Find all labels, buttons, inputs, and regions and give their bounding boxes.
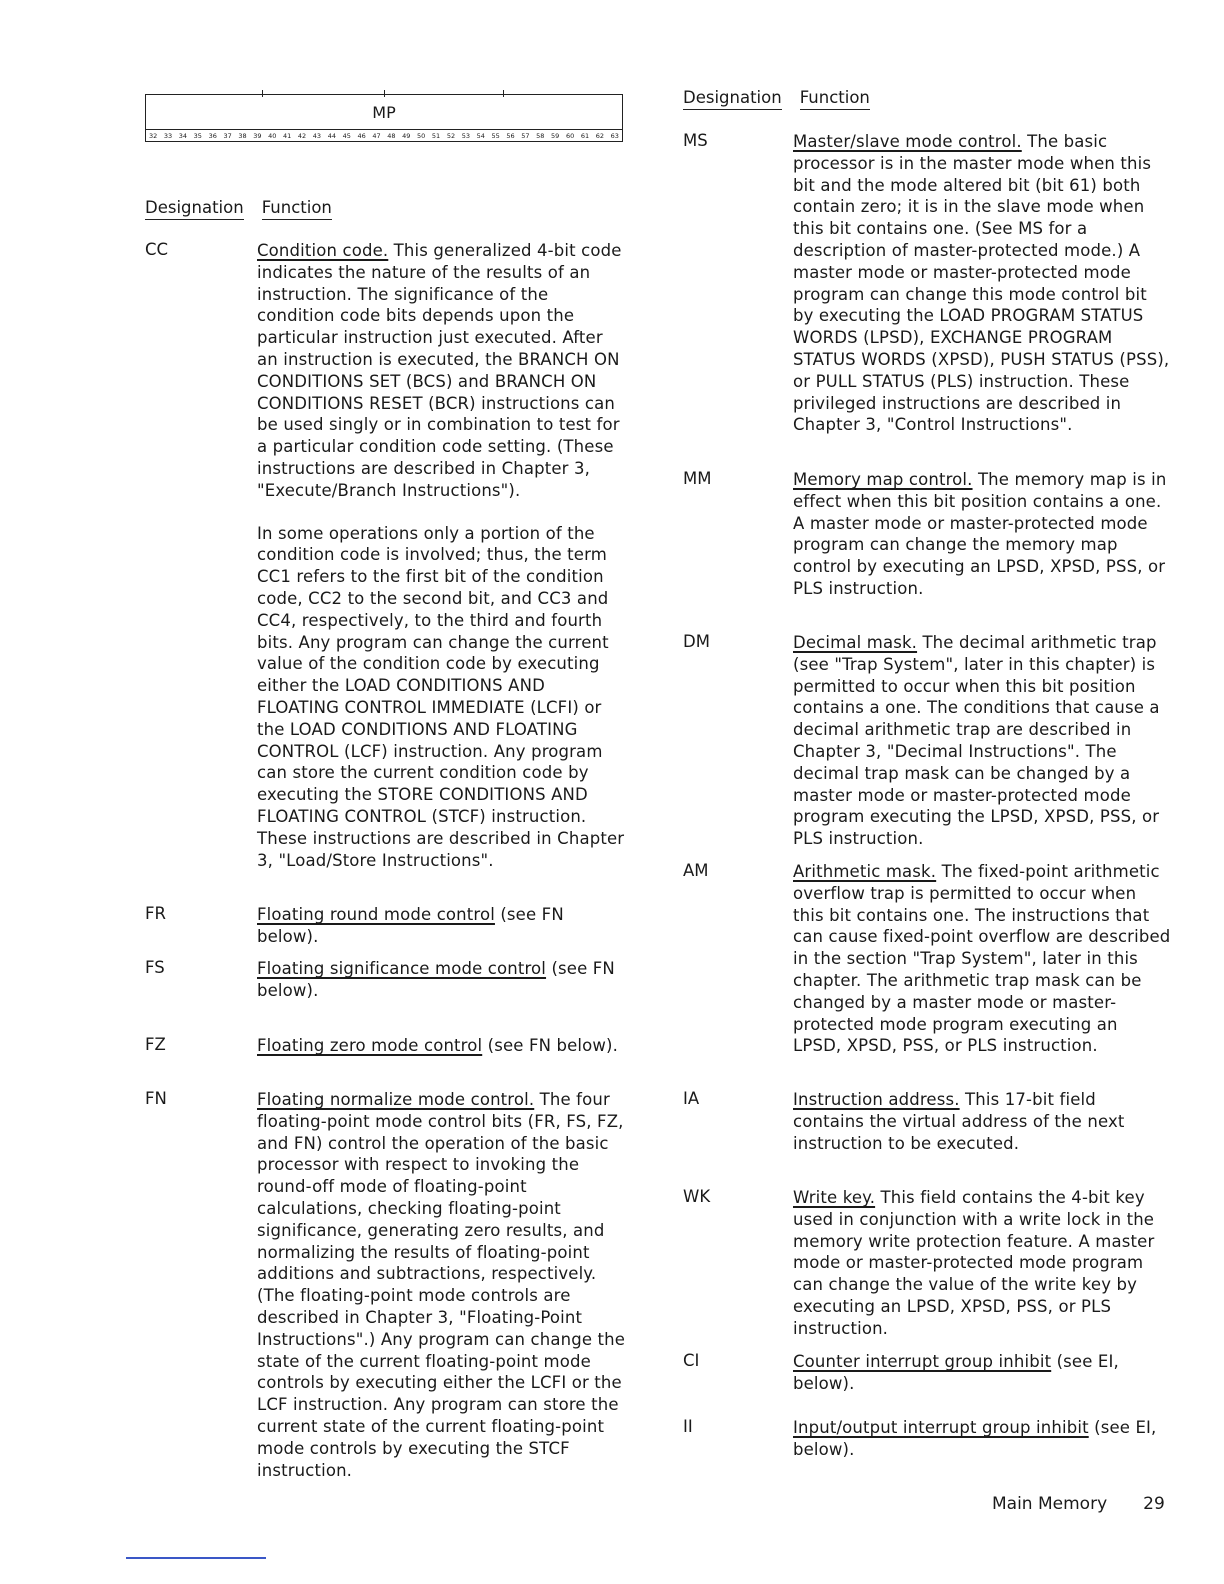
right-header	[683, 88, 870, 110]
designation-code: MS	[683, 131, 708, 150]
function-text: This field contains the 4-bit key used in conjunction with a write lock in the memory write protection feature. A master mode or master-protected mode program can change the value of the write key by executing an LPSD, XPSD, PSS, or PLS instruction.	[793, 1188, 1155, 1338]
designation-heading: Designation	[683, 88, 782, 110]
designation-code: MM	[683, 469, 712, 488]
bit-number: 42	[297, 131, 307, 140]
bit-number: 44	[327, 131, 336, 140]
page-footer	[992, 1494, 1165, 1514]
bit-number: 59	[551, 131, 560, 140]
function-term: Arithmetic mask.	[793, 862, 937, 881]
bit-number: 56	[506, 131, 515, 140]
bit-number: 43	[312, 131, 322, 140]
function-text: The memory map is in effect when this bit position contains a one. A master mode or master-protected mode program can change the memory map control by executing an LPSD, XPSD, PSS, or PLS instruction.	[793, 470, 1167, 598]
function-text: This 17-bit field contains the virtual address of the next instruction to be executed.	[793, 1090, 1125, 1153]
bit-number: 52	[446, 131, 456, 140]
bit-number: 49	[402, 131, 411, 140]
designation-code: II	[683, 1417, 693, 1436]
function-term: Decimal mask.	[793, 633, 918, 652]
function-term: Write key.	[793, 1188, 876, 1207]
function-text: (see FN below).	[257, 905, 564, 946]
bit-number-row	[145, 129, 623, 142]
function-term: Counter interrupt group inhibit	[793, 1352, 1052, 1371]
designation-code: WK	[683, 1187, 711, 1206]
function-term: Input/output interrupt group inhibit	[793, 1418, 1089, 1437]
bit-number: 62	[595, 131, 604, 140]
designation-code: FN	[145, 1089, 167, 1108]
function-term: Floating normalize mode control.	[257, 1090, 535, 1109]
bit-number: 47	[372, 131, 381, 140]
function-text: This generalized 4-bit code indicates the nature of the results of an instruction. The significance of the condition code bits depends upon the particular instruction just executed. After an instruction is executed, the BRANCH ON CONDITIONS SET (BCS) and BRANCH ON CONDITIONS RESET (BCR) instructions can be used singly or in combination to test for a particular condition code setting. (These instructions are described in Chapter 3, "Execute/Branch Instructions").	[257, 241, 622, 500]
designation-code: CC	[145, 240, 169, 259]
designation-code: FS	[145, 958, 165, 977]
bit-number: 48	[387, 131, 396, 140]
function-description	[793, 1089, 1171, 1154]
function-text: The four floating-point mode control bits (FR, FS, FZ, and FN) control the operation of the basic processor with respect to invoking the round-off mode of floating-point calculations, checking floating-point significance, generating zero results, and normalizing the results of floating-point additions and subtractions, respectively. (The floating-point mode controls are described in Chapter 3, "Floating-Point Instructions".) Any program can change the state of the current floating-point mode controls by executing either the LCFI or the LCF instruction. Any program can store the current state of the current floating-point mode controls by executing the STCF instruction.	[257, 1090, 626, 1480]
bit-number: 39	[253, 131, 262, 140]
function-description	[257, 1089, 627, 1481]
bottom-rule	[126, 1557, 266, 1559]
function-description	[257, 958, 627, 1002]
bit-number: 36	[208, 131, 217, 140]
bit-number: 33	[163, 131, 173, 140]
bit-number: 32	[149, 131, 158, 140]
bit-number: 57	[521, 131, 530, 140]
function-text: The fixed-point arithmetic overflow trap is permitted to occur when this bit contains one. The instructions that can cause fixed-point overflow are described in the section "Trap System", later in this chapter. The arithmetic trap mask can be changed by a master mode or master-protected mode program executing an LPSD, XPSD, PSS, or PLS instruction.	[793, 862, 1171, 1056]
field-label: MP	[372, 102, 396, 122]
function-description	[793, 131, 1171, 436]
left-header	[145, 198, 332, 220]
function-term: Memory map control.	[793, 470, 973, 489]
bit-number: 63	[610, 131, 619, 140]
function-term: Floating significance mode control	[257, 959, 547, 978]
function-term: Instruction address.	[793, 1090, 960, 1109]
function-description	[793, 469, 1171, 600]
function-description	[257, 1035, 627, 1057]
function-description	[793, 1187, 1171, 1340]
bit-number: 45	[342, 131, 351, 140]
designation-code: FZ	[145, 1035, 166, 1054]
bit-number: 35	[193, 131, 202, 140]
function-description	[793, 1417, 1171, 1461]
designation-code: CI	[683, 1351, 700, 1370]
bit-number: 37	[223, 131, 232, 140]
function-text: (see FN below).	[482, 1036, 619, 1055]
function-description	[793, 632, 1171, 850]
function-text: (see EI, below).	[793, 1352, 1119, 1393]
function-term: Condition code.	[257, 241, 389, 260]
bit-number: 54	[476, 131, 485, 140]
bit-number: 50	[417, 131, 426, 140]
function-heading: Function	[262, 198, 332, 220]
function-text: The basic processor is in the master mode when this bit and the mode altered bit (bit 61) both contain zero; it is in the slave mode when this bit contains one. (See MS for a description of master-protected mode.) A master mode or master-protected mode program can change this mode control bit by executing the LOAD PROGRAM STATUS WORDS (LPSD), EXCHANGE PROGRAM STATUS WORDS (XPSD), PUSH STATUS (PSS), or PULL STATUS (PLS) instruction. These privileged instructions are described in Chapter 3, "Control Instructions".	[793, 132, 1170, 435]
function-text: (see FN below).	[257, 959, 615, 1000]
bit-number: 51	[431, 131, 441, 140]
designation-code: IA	[683, 1089, 700, 1108]
function-term: Master/slave mode control.	[793, 132, 1022, 151]
bit-number: 55	[491, 131, 500, 140]
bit-number: 61	[580, 131, 590, 140]
bit-number: 38	[238, 131, 247, 140]
designation-code: DM	[683, 632, 710, 651]
bit-number: 53	[461, 131, 470, 140]
designation-heading: Designation	[145, 198, 244, 220]
designation-code: FR	[145, 904, 166, 923]
function-text-continued: In some operations only a portion of the condition code is involved; thus, the term CC1 refers to the first bit of the condition code, CC2 to the second bit, and CC3 and CC4, respectively, to the third and fourth bits. Any program can change the current value of the condition code by executing either the LOAD CONDITIONS AND FLOATING CONTROL IMMEDIATE (LCFI) or the LOAD CONDITIONS AND FLOATING CONTROL (LCF) instruction. Any program can store the current condition code by executing the STORE CONDITIONS AND FLOATING CONTROL (STCF) instruction. These instructions are described in Chapter 3, "Load/Store Instructions".	[257, 523, 625, 870]
function-text: The decimal arithmetic trap (see "Trap System", later in this chapter) is permitted to occur when this bit position contains a one. The conditions that cause a decimal arithmetic trap are described in Chapter 3, "Decimal Instructions". The decimal trap mask can be changed by a master mode or master-protected mode program executing the LPSD, XPSD, PSS, or PLS instruction.	[793, 633, 1160, 849]
field-diagram	[145, 94, 623, 142]
bit-number: 60	[565, 131, 575, 140]
function-description	[257, 904, 627, 948]
function-description	[793, 861, 1171, 1057]
function-term: Floating round mode control	[257, 905, 495, 924]
function-heading: Function	[800, 88, 870, 110]
bit-number: 34	[178, 131, 188, 140]
function-description	[793, 1351, 1171, 1395]
field-box	[145, 94, 623, 129]
bit-number: 58	[536, 131, 545, 140]
bit-number: 40	[268, 131, 277, 140]
section-title: Main Memory	[992, 1494, 1108, 1514]
bit-number: 46	[357, 131, 366, 140]
bit-number: 41	[283, 131, 292, 140]
function-term: Floating zero mode control	[257, 1036, 483, 1055]
function-description	[257, 240, 627, 871]
page-number: 29	[1143, 1494, 1165, 1514]
function-text: (see EI, below).	[793, 1418, 1157, 1459]
designation-code: AM	[683, 861, 709, 880]
